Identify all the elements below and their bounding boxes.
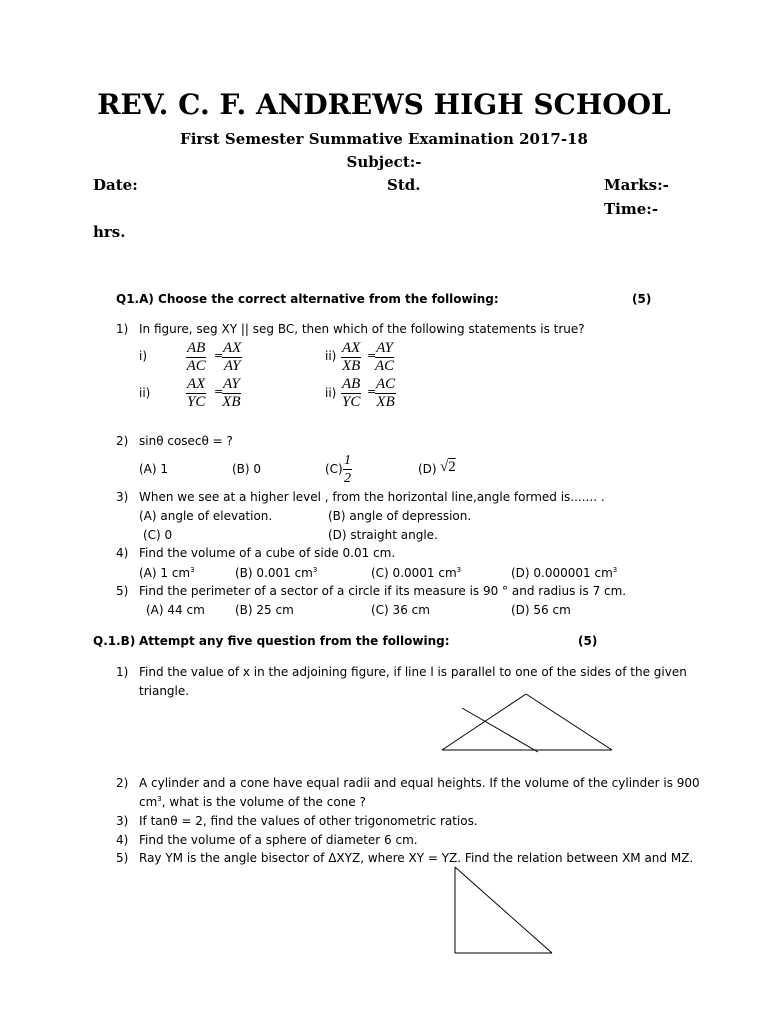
triangle-parallel-line-figure bbox=[440, 690, 616, 754]
option-d: (D) 56 cm bbox=[511, 603, 571, 617]
option-b: (B) 0 bbox=[232, 462, 262, 476]
equals-sign: = bbox=[214, 349, 224, 362]
question-text: If tanθ = 2, find the values of other trigonometric ratios. bbox=[139, 814, 478, 828]
std-label: Std. bbox=[387, 176, 421, 194]
fraction: $\frac{AX}{YC}$ bbox=[186, 376, 206, 410]
question-number: 1) bbox=[116, 322, 129, 336]
fraction: $\frac{AB}{AC}$ bbox=[186, 340, 206, 374]
option-b: (B) 0.001 $cm^3$ bbox=[235, 566, 318, 580]
question-text: A cylinder and a cone have equal radii and equal heights. If the volume of the cylinder is 900 bbox=[139, 776, 700, 790]
option-d: (D) bbox=[418, 462, 437, 476]
question-number: 5) bbox=[116, 584, 129, 598]
question-text: When we see at a higher level , from the horizontal line,angle formed is....... . bbox=[139, 490, 605, 504]
question-text: Find the volume of a cube of side 0.01 cm. bbox=[139, 546, 396, 560]
q1a-title: Q1.A) Choose the correct alternative from the following: bbox=[116, 292, 499, 306]
question-text: sinθ cosecθ = ? bbox=[139, 434, 233, 448]
hrs-label: hrs. bbox=[93, 223, 126, 241]
option-a: (A) 1 $cm^3$ bbox=[139, 566, 195, 580]
option-label: i) bbox=[139, 349, 148, 363]
equals-sign: = bbox=[367, 349, 377, 362]
question-number: 5) bbox=[116, 851, 129, 865]
option-d: (D) 0.000001 $cm^3$ bbox=[511, 566, 618, 580]
option-a: (A) 1 bbox=[139, 462, 169, 476]
question-number: 2) bbox=[116, 776, 129, 790]
equals-sign: = bbox=[214, 385, 224, 398]
q1a-marks: (5) bbox=[632, 292, 652, 306]
right-triangle-figure bbox=[452, 864, 556, 956]
question-text-cont: triangle. bbox=[139, 684, 190, 698]
q1b-marks: (5) bbox=[578, 634, 598, 648]
option-label: ii) bbox=[325, 349, 337, 363]
school-title: REV. C. F. ANDREWS HIGH SCHOOL bbox=[97, 88, 671, 121]
question-number: 4) bbox=[116, 546, 129, 560]
q1b-title: Attempt any five question from the following: bbox=[139, 634, 450, 648]
q1b-number: Q.1.B) bbox=[93, 634, 136, 648]
option-label: ii) bbox=[139, 386, 151, 400]
question-number: 3) bbox=[116, 490, 129, 504]
option-label: ii) bbox=[325, 386, 337, 400]
option-c: (C) 0.0001 $cm^3$ bbox=[371, 566, 462, 580]
option-d: (D) straight angle. bbox=[328, 528, 438, 542]
time-label: Time:- bbox=[604, 200, 659, 218]
fraction: $\frac{AX}{AY}$ bbox=[223, 340, 242, 374]
sqrt-two: √2 bbox=[440, 459, 456, 475]
question-number: 2) bbox=[116, 434, 129, 448]
exam-title: First Semester Summative Examination 2017-18 bbox=[180, 130, 588, 148]
option-c: (C) 0 bbox=[143, 528, 173, 542]
option-b: (B) angle of depression. bbox=[328, 509, 472, 523]
question-text: In figure, seg XY || seg BC, then which of the following statements is true? bbox=[139, 322, 585, 336]
equals-sign: = bbox=[367, 385, 377, 398]
question-text: Ray YM is the angle bisector of ΔXYZ, where XY = YZ. Find the relation between XM and MZ. bbox=[139, 851, 694, 865]
fraction: $\frac{AB}{YC}$ bbox=[341, 376, 361, 410]
fraction: $\frac{AX}{XB}$ bbox=[342, 340, 361, 374]
option-a: (A) 44 cm bbox=[146, 603, 205, 617]
subject-label: Subject:- bbox=[346, 153, 422, 171]
fraction-half: $\frac{1}{2}$ bbox=[344, 453, 351, 486]
marks-label: Marks:- bbox=[604, 176, 669, 194]
option-c: (C) bbox=[325, 462, 343, 476]
option-a: (A) angle of elevation. bbox=[139, 509, 273, 523]
question-text: Find the volume of a sphere of diameter 6 cm. bbox=[139, 833, 418, 847]
option-b: (B) 25 cm bbox=[235, 603, 294, 617]
fraction: $\frac{AC}{XB}$ bbox=[376, 376, 396, 410]
fraction: $\frac{AY}{XB}$ bbox=[222, 376, 241, 410]
question-text-cont: $cm^3$, what is the volume of the cone ? bbox=[139, 795, 366, 809]
fraction: $\frac{AY}{AC}$ bbox=[375, 340, 395, 374]
option-c: (C) 36 cm bbox=[371, 603, 430, 617]
question-number: 1) bbox=[116, 665, 129, 679]
date-label: Date: bbox=[93, 176, 138, 194]
question-text: Find the perimeter of a sector of a circle if its measure is 90 ° and radius is 7 cm. bbox=[139, 584, 627, 598]
question-text: Find the value of x in the adjoining figure, if line l is parallel to one of the sides of the given bbox=[139, 665, 687, 679]
question-number: 3) bbox=[116, 814, 129, 828]
question-number: 4) bbox=[116, 833, 129, 847]
